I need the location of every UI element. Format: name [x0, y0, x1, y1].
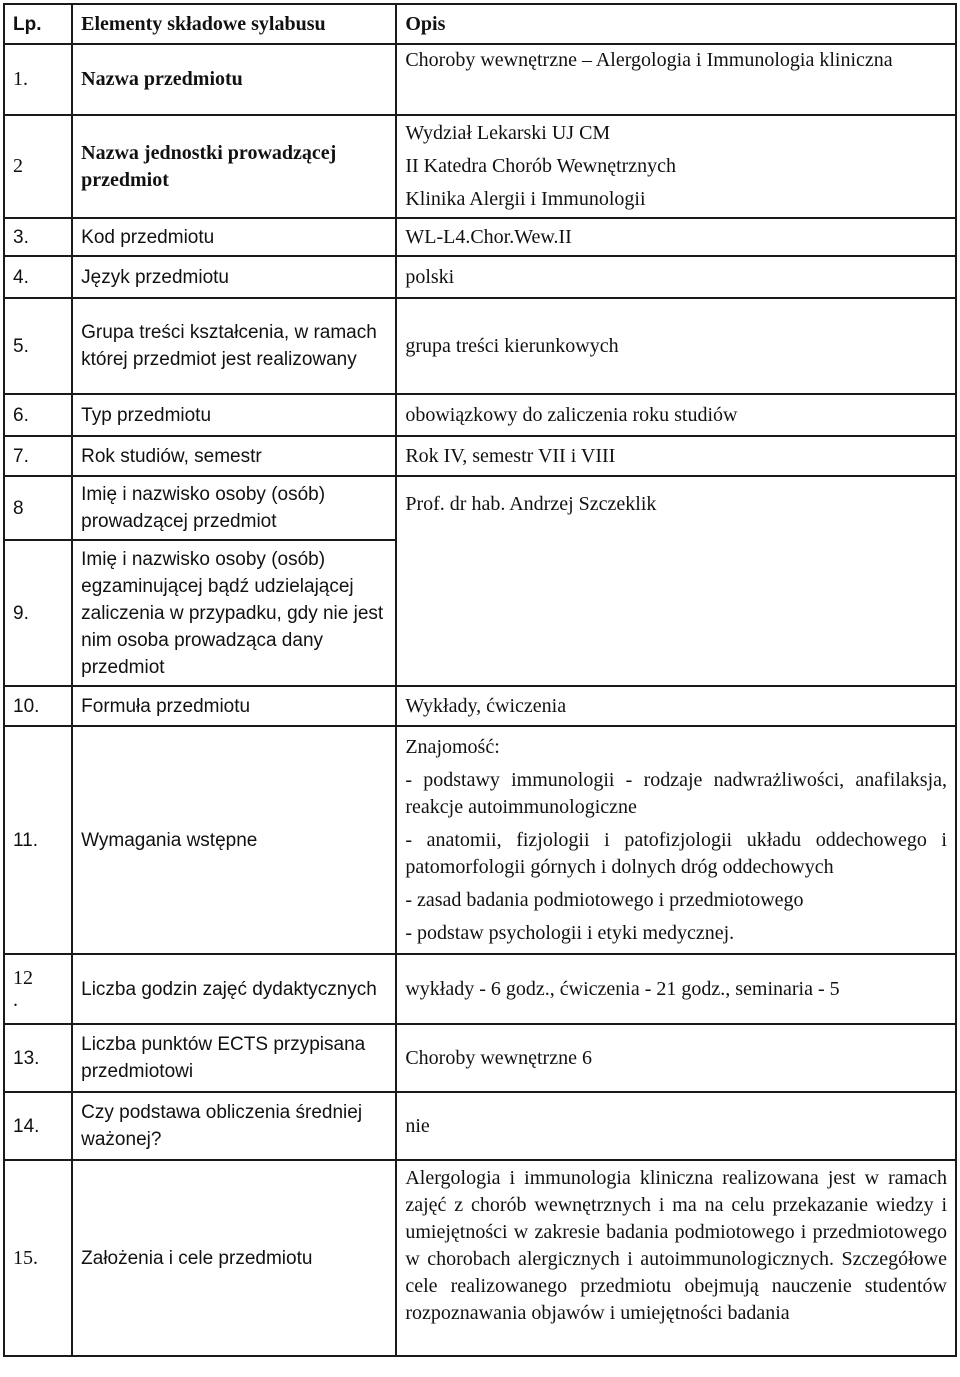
row-number: 14. [4, 1092, 72, 1160]
value-line: Klinika Alergii i Immunologii [405, 188, 646, 210]
row-label: Grupa treści kształcenia, w ramach której przedmiot jest realizowany [72, 298, 396, 394]
row-label: Liczba godzin zajęć dydaktycznych [72, 954, 396, 1024]
row-label: Wymagania wstępne [72, 726, 396, 954]
row-label: Nazwa przedmiotu [72, 44, 396, 115]
row-label: Założenia i cele przedmiotu [72, 1160, 396, 1356]
table-row [4, 1092, 956, 1160]
row-number: 3. [4, 218, 72, 256]
row-value: polski [396, 256, 956, 298]
header-description: Opis [396, 4, 956, 44]
table-row [4, 726, 956, 954]
row-label: Czy podstawa obliczenia średniej ważonej? [72, 1092, 396, 1160]
row-number: 5. [4, 298, 72, 394]
row-value: Choroby wewnętrzne – Alergologia i Immunologia kliniczna [396, 44, 956, 115]
table-row [4, 115, 956, 218]
row-label: Imię i nazwisko osoby (osób) prowadzącej przedmiot [72, 476, 396, 540]
table-row [4, 44, 956, 115]
row-value: obowiązkowy do zaliczenia roku studiów [396, 394, 956, 436]
row-number: 10. [4, 686, 72, 726]
table-row [4, 218, 956, 256]
row-label: Formuła przedmiotu [72, 686, 396, 726]
row-label: Liczba punktów ECTS przypisana przedmiotowi [72, 1024, 396, 1092]
row-label: Nazwa jednostki prowadzącej przedmiot [72, 115, 396, 218]
row-number: 12 . [4, 954, 72, 1024]
row-number: 4. [4, 256, 72, 298]
row-value: Prof. dr hab. Andrzej Szczeklik [396, 476, 956, 686]
row-number: 13. [4, 1024, 72, 1092]
row-number: 2 [4, 115, 72, 218]
value-line: - podstawy immunologii - rodzaje nadwrażliwości, anafilaksja, reakcje autoimmunologiczne [405, 768, 947, 818]
table-row [4, 298, 956, 394]
row-value: wykłady - 6 godz., ćwiczenia - 21 godz., seminaria - 5 [396, 954, 956, 1024]
row-value: WL-L4.Chor.Wew.II [396, 218, 956, 256]
row-number: 9. [4, 540, 72, 686]
row-number: 7. [4, 436, 72, 476]
table-row [4, 686, 956, 726]
row-label: Rok studiów, semestr [72, 436, 396, 476]
value-line: Znajomość: [405, 735, 500, 758]
row-number: 15. [4, 1160, 72, 1356]
row-value [396, 1160, 956, 1356]
row-number: 1. [4, 44, 72, 115]
value-line: - podstaw psychologii i etyki medycznej. [405, 921, 735, 944]
row-value: Choroby wewnętrzne 6 [396, 1024, 956, 1092]
row-number: 6. [4, 394, 72, 436]
header-row [4, 4, 956, 44]
row-value: grupa treści kierunkowych [396, 298, 956, 394]
syllabus-table [3, 3, 957, 1357]
row-label: Imię i nazwisko osoby (osób) egzaminującej bądź udzielającej zaliczenia w przypadku, gdy nie jest nim osoba prowadząca dany przedmiot [72, 540, 396, 686]
row-value: nie [396, 1092, 956, 1160]
table-row [4, 256, 956, 298]
value-line: - anatomii, fizjologii i patofizjologii układu oddechowego i patomorfologii górnych i dolnych dróg oddechowych [405, 828, 947, 878]
value-text: Alergologia i immunologia kliniczna realizowana jest w ramach zajęć z chorób wewnętrznych i ma na celu przekazanie wiedzy i umiejętności w zakresie badania podmiotowego i przedmiotowego w chorobach alergicznych i autoimmunologicznych. Szczegółowe cele realizowanego przedmiotu obejmują nauczenie studentów rozpoznawania objawów i umiejętności badania [405, 1167, 947, 1324]
table-row [4, 394, 956, 436]
row-label: Typ przedmiotu [72, 394, 396, 436]
row-value: Wykłady, ćwiczenia [396, 686, 956, 726]
table-row [4, 954, 956, 1024]
row-value [396, 115, 956, 218]
table-row [4, 1160, 956, 1356]
table-row [4, 1024, 956, 1092]
value-line: - zasad badania podmiotowego i przedmiotowego [405, 888, 804, 911]
row-value [396, 726, 956, 954]
row-label: Język przedmiotu [72, 256, 396, 298]
row-number: 11. [4, 726, 72, 954]
table-row [4, 476, 956, 540]
value-line: Wydział Lekarski UJ CM [405, 122, 611, 144]
row-value: Rok IV, semestr VII i VIII [396, 436, 956, 476]
table-row [4, 436, 956, 476]
value-line: II Katedra Chorób Wewnętrznych [405, 155, 677, 177]
header-lp: Lp. [4, 4, 72, 44]
header-elements: Elementy składowe sylabusu [72, 4, 396, 44]
row-number: 8 [4, 476, 72, 540]
row-label: Kod przedmiotu [72, 218, 396, 256]
